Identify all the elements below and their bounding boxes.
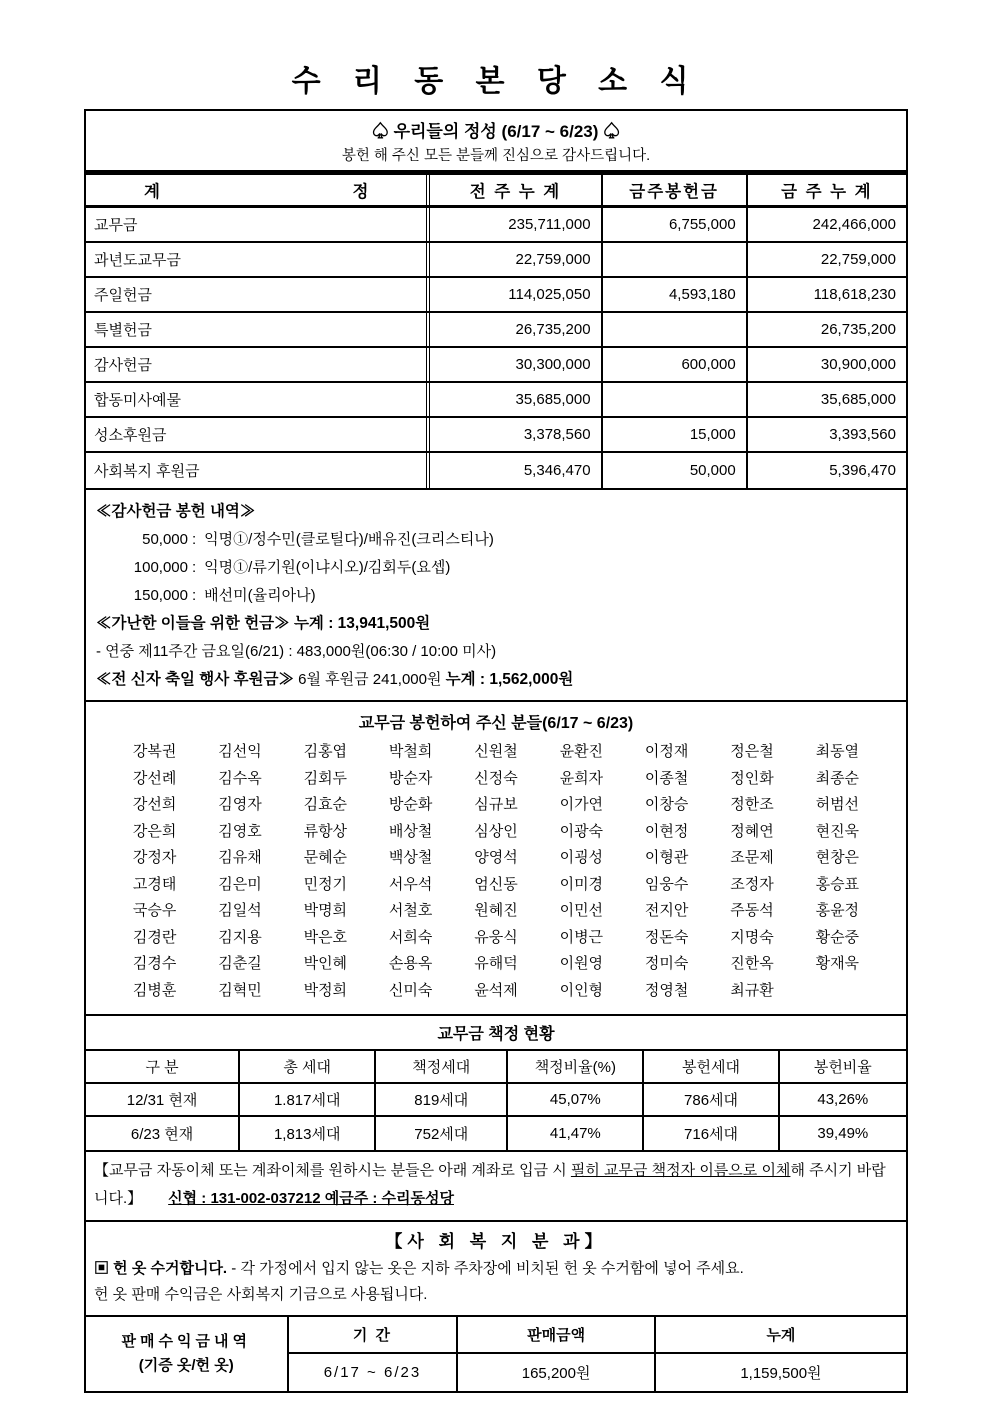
account-number: 신협 : 131-002-037212 예금주 : 수리동성당 <box>168 1190 454 1207</box>
donor-name: 심상인 <box>474 822 518 840</box>
sales-row-label-line1: 판매수익금내역 <box>121 1333 251 1350</box>
notice-underlined-phrase: 필히 교무금 책정자 이름으로 이체 <box>570 1162 791 1179</box>
donor-name: 김경수 <box>132 955 177 972</box>
donor-name: 양영석 <box>474 849 518 866</box>
donor-name: 김유채 <box>218 849 262 866</box>
column-header-week-total: 금 주 누 계 <box>781 183 873 201</box>
column-header-prev-total: 전 주 누 계 <box>430 175 602 205</box>
donor-name: 이정재 <box>644 743 689 760</box>
offering-header-title: ♤ 우리들의 정성 (6/17 ~ 6/23) ♤ <box>371 122 621 141</box>
donor-name: 강선희 <box>132 796 177 813</box>
offering-row-label: 주일헌금 <box>86 278 430 311</box>
offering-prev-total: 114,025,050 <box>430 278 602 311</box>
assessment-table <box>86 1051 906 1150</box>
offering-prev-total: 5,346,470 <box>430 453 602 488</box>
thanks-item-amount: 50,000 <box>142 531 188 548</box>
donor-name: 김혁민 <box>218 981 262 999</box>
donor-name: 최규환 <box>730 981 774 999</box>
donor-name: 이굉성 <box>559 849 604 866</box>
welfare-line1: - 각 가정에서 입지 않는 옷은 지하 주차장에 비치된 헌 옷 수거함에 넣어 주세요. <box>227 1260 744 1277</box>
offering-row-label: 감사헌금 <box>86 348 430 381</box>
offering-prev-total: 35,685,000 <box>430 383 602 416</box>
assessment-section <box>86 1014 906 1150</box>
donor-name: 정미숙 <box>644 955 689 972</box>
donor-name: 백상철 <box>388 849 433 866</box>
welfare-title: 【사 회 복 지 분 과】 <box>385 1232 607 1251</box>
donor-name: 방순화 <box>388 796 433 813</box>
sales-data-row <box>289 1354 906 1391</box>
donor-name: 유웅식 <box>474 928 518 946</box>
feast-fund-title: ≪전 신자 축일 행사 후원금≫ <box>96 671 294 688</box>
offering-table-row <box>86 453 906 488</box>
assessment-data-row <box>86 1084 906 1117</box>
donor-name: 이병근 <box>559 928 604 946</box>
donor-name: 정영철 <box>644 981 689 999</box>
donor-name: 홍승표 <box>815 875 860 893</box>
assessment-cell: 43,26% <box>817 1091 869 1108</box>
donor-name: 서우석 <box>388 875 433 893</box>
donor-name: 배상철 <box>388 822 433 840</box>
sales-period: 6/17 ~ 6/23 <box>289 1354 459 1391</box>
assessment-cell: 45,07% <box>508 1084 644 1115</box>
offering-table-row <box>86 313 906 348</box>
donor-name: 김일석 <box>218 902 262 919</box>
feast-fund-line <box>96 666 896 694</box>
donor-name: 강선례 <box>132 769 177 787</box>
thanks-detail-title: ≪감사헌금 봉헌 내역≫ <box>96 503 256 520</box>
offering-prev-total: 3,378,560 <box>430 418 602 451</box>
donors-grid <box>86 735 906 1014</box>
assessment-cell: 6/23 현재 <box>86 1117 240 1150</box>
donor-name: 김홍엽 <box>303 743 348 760</box>
thanks-detail-item <box>96 554 896 582</box>
assessment-cell: 819세대 <box>376 1084 508 1115</box>
colon-separator: : <box>192 531 197 548</box>
donor-name: 김영자 <box>218 796 262 813</box>
donor-name: 정혜연 <box>730 822 774 840</box>
bulletin-body <box>84 109 908 1393</box>
donor-name: 조정자 <box>730 875 774 893</box>
assessment-header-row <box>86 1051 906 1084</box>
donor-name: 신미숙 <box>388 981 433 999</box>
donor-name: 이민선 <box>559 902 604 919</box>
offering-week-total: 30,900,000 <box>820 356 896 373</box>
colon-separator: : <box>192 587 197 604</box>
donors-title: 교무금 봉헌하여 주신 분들(6/17 ~ 6/23) <box>358 715 634 732</box>
assessment-cell: 책정비율(%) <box>508 1051 644 1082</box>
donor-name: 이인형 <box>559 981 604 999</box>
thanks-detail-item <box>96 526 896 554</box>
assessment-cell: 716세대 <box>644 1117 779 1150</box>
offering-prev-total: 26,735,200 <box>430 313 602 346</box>
assessment-cell: 752세대 <box>376 1117 508 1150</box>
donor-name: 신정숙 <box>474 769 518 787</box>
welfare-section <box>86 1220 906 1315</box>
offering-column-headers <box>86 175 906 208</box>
offering-table-row <box>86 348 906 383</box>
donor-name: 신원철 <box>474 743 518 760</box>
thanks-detail-section <box>86 488 906 700</box>
thanks-detail-items <box>96 526 896 610</box>
colon-separator: : <box>192 559 197 576</box>
sales-header-cumulative: 누계 <box>766 1327 796 1344</box>
donor-name: 현창은 <box>815 849 860 866</box>
thanks-detail-item <box>96 582 896 610</box>
assessment-cell: 총 세대 <box>240 1051 376 1082</box>
donor-name: 박은호 <box>303 928 348 946</box>
offering-table-row <box>86 383 906 418</box>
column-header-gye: 계 <box>144 183 160 201</box>
donor-name: 정한조 <box>730 796 774 813</box>
donor-name: 엄신동 <box>474 875 518 893</box>
donor-name: 윤환진 <box>559 743 604 760</box>
donor-name: 지명숙 <box>730 928 774 946</box>
assessment-cell: 책정세대 <box>376 1051 508 1082</box>
donor-name: 최종순 <box>815 769 860 787</box>
donor-name: 진한옥 <box>730 955 774 972</box>
donor-name: 이원영 <box>559 955 604 972</box>
donor-name: 이현정 <box>644 822 689 840</box>
sales-row-label-line2: (기증 옷/헌 옷) <box>138 1357 234 1374</box>
offering-rows <box>86 208 906 488</box>
offering-table-row <box>86 208 906 243</box>
offering-week-total: 118,618,230 <box>813 286 896 303</box>
donor-name: 이형관 <box>644 849 689 866</box>
offering-row-label: 합동미사예물 <box>86 383 430 416</box>
assessment-cell: 구 분 <box>86 1051 240 1082</box>
offering-week-amount: 15,000 <box>603 418 748 451</box>
thanks-item-names: 익명①/류기원(이냐시오)/김회두(요셉) <box>204 559 451 576</box>
transfer-notice-section <box>86 1150 906 1220</box>
donor-name: 김지용 <box>218 928 262 946</box>
sales-amount: 165,200원 <box>458 1354 656 1391</box>
poor-fund-title: ≪가난한 이들을 위한 헌금≫ 누계 : 13,941,500원 <box>96 615 431 632</box>
donor-name: 이미경 <box>559 875 604 893</box>
assessment-cell: 39,49% <box>817 1125 869 1142</box>
donor-name: 이광숙 <box>559 822 604 840</box>
welfare-line2: 헌 옷 판매 수익금은 사회복지 기금으로 사용됩니다. <box>94 1286 428 1303</box>
assessment-cell: 1.817세대 <box>240 1084 376 1115</box>
offering-week-total: 26,735,200 <box>820 321 896 338</box>
donor-name: 정돈숙 <box>644 928 689 946</box>
sales-cumulative: 1,159,500원 <box>740 1365 822 1382</box>
donors-section <box>86 700 906 1014</box>
feast-fund-total: 누계 : 1,562,000원 <box>445 671 574 688</box>
sales-table <box>289 1317 906 1391</box>
offering-week-amount <box>603 383 748 416</box>
donor-name: 김효순 <box>303 796 348 813</box>
sales-header-amount: 판매금액 <box>458 1317 656 1352</box>
offering-table-row <box>86 278 906 313</box>
offering-row-label: 특별헌금 <box>86 313 430 346</box>
donor-name: 원혜진 <box>474 902 518 919</box>
donor-name: 허범선 <box>815 796 860 813</box>
column-header-category <box>86 175 430 205</box>
column-header-jeong: 정 <box>352 183 369 201</box>
offering-week-total: 5,396,470 <box>829 462 896 479</box>
donor-name: 김은미 <box>218 875 262 893</box>
donor-name: 황순중 <box>815 928 860 946</box>
donor-name: 강복권 <box>132 743 177 760</box>
donor-name: 김수옥 <box>218 769 262 787</box>
offering-table-row <box>86 418 906 453</box>
sales-row-label <box>86 1317 289 1391</box>
donor-name: 손용옥 <box>388 955 433 972</box>
offering-week-amount: 50,000 <box>603 453 748 488</box>
donor-name: 고경태 <box>132 875 177 893</box>
offering-row-label: 사회복지 후원금 <box>86 453 430 488</box>
donor-name: 박정희 <box>303 981 348 999</box>
offering-week-total: 22,759,000 <box>820 251 896 268</box>
donor-name: 김회두 <box>303 769 348 787</box>
donor-name: 김경란 <box>132 928 177 946</box>
column-header-this-week: 금주봉헌금 <box>603 175 748 205</box>
notice-text-pre: 【교무금 자동이체 또는 계좌이체를 원하시는 분들은 아래 계좌로 입금 시 <box>94 1162 571 1179</box>
assessment-title: 교무금 책정 현황 <box>86 1016 906 1051</box>
offering-week-amount: 600,000 <box>603 348 748 381</box>
donor-name: 박철희 <box>388 743 433 760</box>
offering-prev-total: 22,759,000 <box>430 243 602 276</box>
assessment-cell: 41,47% <box>508 1117 644 1150</box>
donor-name: 방순자 <box>388 769 433 787</box>
offering-week-amount <box>603 243 748 276</box>
donor-name: 이종철 <box>644 769 689 787</box>
donor-name: 조문제 <box>730 849 774 866</box>
offering-row-label: 교무금 <box>86 208 430 241</box>
feast-fund-month: 6월 후원금 241,000원 <box>293 671 446 688</box>
welfare-lead: ▣ 헌 옷 수거합니다. <box>94 1260 228 1277</box>
donor-name: 박명희 <box>303 902 348 919</box>
donor-name: 최동열 <box>815 743 860 760</box>
donor-name: 윤희자 <box>559 769 604 787</box>
donor-name: 주동석 <box>730 902 774 919</box>
offering-section <box>86 111 906 488</box>
donor-name: 황재욱 <box>815 955 860 972</box>
sales-header-row <box>289 1317 906 1354</box>
donor-name: 김병훈 <box>132 981 177 999</box>
donor-name: 민정기 <box>303 875 348 893</box>
donor-name: 정은철 <box>730 743 774 760</box>
sales-section <box>86 1315 906 1391</box>
page-title: 수 리 동 본 당 소 식 <box>291 65 701 98</box>
offering-prev-total: 235,711,000 <box>430 208 602 241</box>
thanks-item-names: 익명①/정수민(클로틸다)/배유진(크리스티나) <box>204 531 494 548</box>
donor-name: 이창승 <box>644 796 689 813</box>
donor-name: 전지안 <box>644 902 689 919</box>
donor-name: 유해덕 <box>474 955 518 972</box>
offering-prev-total: 30,300,000 <box>430 348 602 381</box>
donor-name: 심규보 <box>474 796 518 813</box>
donor-name: 강정자 <box>132 849 177 866</box>
offering-header-subtitle: 봉헌 해 주신 모든 분들께 진심으로 감사드립니다. <box>86 144 906 175</box>
donor-name: 박인혜 <box>303 955 348 972</box>
assessment-cell: 1,813세대 <box>240 1117 376 1150</box>
thanks-item-amount: 150,000 <box>133 587 188 604</box>
welfare-body <box>86 1254 906 1315</box>
assessment-cell: 봉헌비율 <box>813 1059 872 1076</box>
donor-name: 서철호 <box>388 902 433 919</box>
donor-name: 국승우 <box>132 902 177 919</box>
assessment-cell: 12/31 현재 <box>86 1084 240 1115</box>
donor-name <box>795 978 880 1005</box>
offering-week-amount: 6,755,000 <box>603 208 748 241</box>
assessment-data-row <box>86 1117 906 1150</box>
donor-name: 김영호 <box>218 822 262 840</box>
poor-fund-detail: - 연중 제11주간 금요일(6/21) : 483,000원(06:30 / 10:00 미사) <box>96 643 497 660</box>
donor-name: 강은희 <box>132 822 177 840</box>
offering-row-label: 과년도교무금 <box>86 243 430 276</box>
offering-week-amount <box>603 313 748 346</box>
sales-header-period: 기 간 <box>289 1317 459 1352</box>
offering-week-amount: 4,593,180 <box>603 278 748 311</box>
thanks-item-amount: 100,000 <box>133 559 188 576</box>
donor-name: 정인화 <box>730 769 774 787</box>
offering-table-row <box>86 243 906 278</box>
donor-name: 문혜순 <box>303 849 348 866</box>
offering-row-label: 성소후원금 <box>86 418 430 451</box>
donor-name: 현진욱 <box>815 822 860 840</box>
donor-name: 홍윤정 <box>815 902 860 919</box>
donor-name: 윤석제 <box>474 981 518 999</box>
thanks-item-names: 배선미(율리아나) <box>204 587 316 604</box>
donor-name: 임웅수 <box>644 875 689 893</box>
offering-week-total: 3,393,560 <box>829 426 896 443</box>
donor-name: 김선익 <box>218 743 262 760</box>
offering-week-total: 35,685,000 <box>820 391 896 408</box>
donor-name: 김춘길 <box>218 955 262 972</box>
assessment-cell: 봉헌세대 <box>644 1051 779 1082</box>
offering-week-total: 242,466,000 <box>812 216 896 233</box>
donor-name: 류항상 <box>303 822 348 840</box>
notice-text-post: 해 주시기 바랍니다.】 <box>94 1162 886 1207</box>
donor-name: 서희숙 <box>388 928 433 946</box>
donor-name: 이가연 <box>559 796 604 813</box>
assessment-cell: 786세대 <box>644 1084 779 1115</box>
